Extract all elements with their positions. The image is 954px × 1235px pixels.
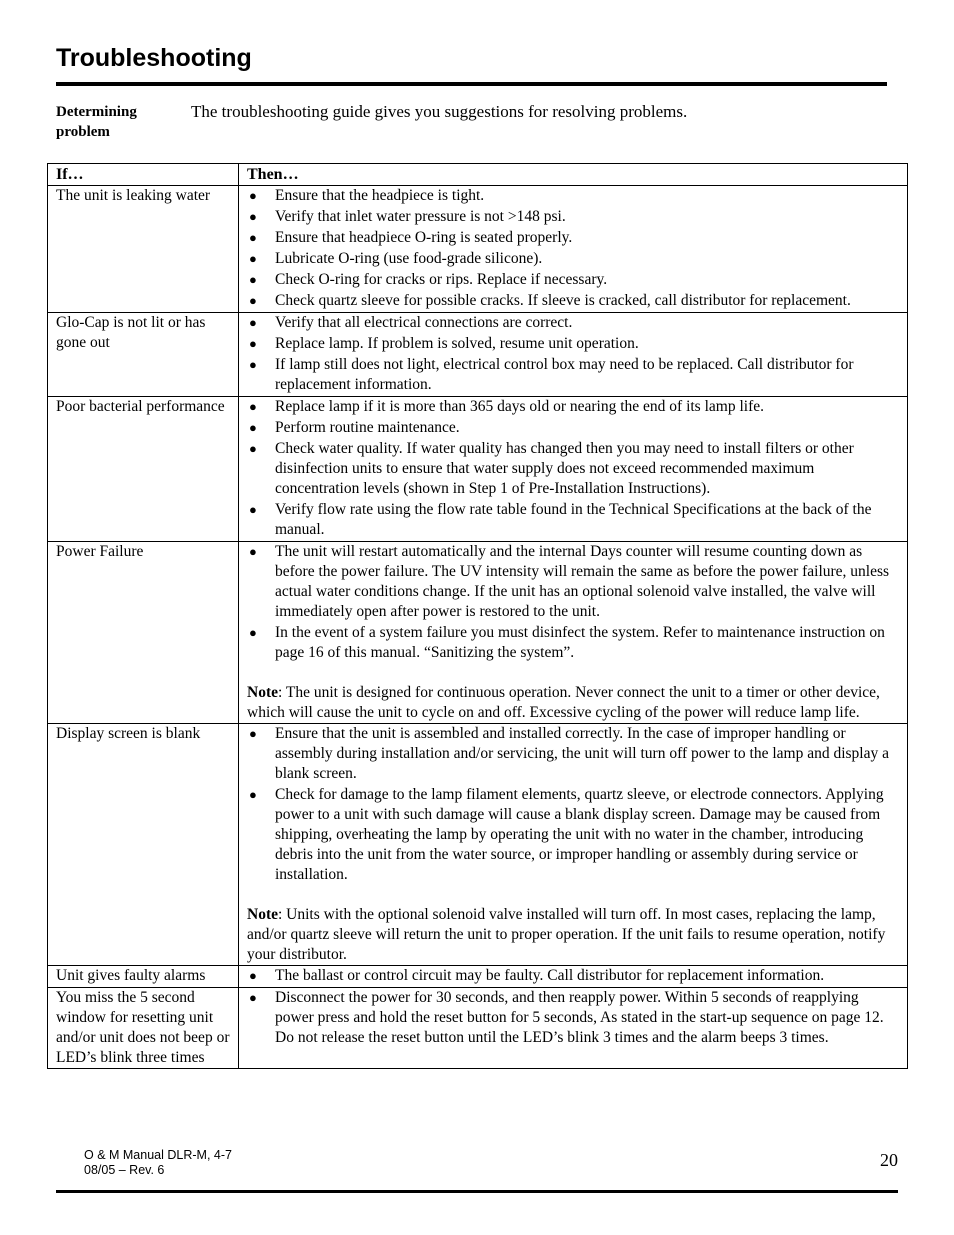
bullet-icon: ● [249,315,257,330]
list-item: ● Perform routine maintenance. [249,419,460,436]
table-row [48,313,908,397]
list-item: ● Check quartz sleeve for possible cracks. If sleeve is cracked, call distributor for replacement. [249,292,851,309]
table-row [48,724,908,966]
table-row [48,966,908,988]
list-item: ● Check for damage to the lamp filament elements, quartz sleeve, or electrode connectors. Applying power to a unit with such damage will cause a blank display screen. Damage may be caused from shipping, overheating the lamp by operating the unit with no water in the chamber, introducing debris into the unit from the water source, or improper handling or assembly during service or installation. [249,786,884,883]
bullet-icon: ● [249,726,257,741]
note-text [247,905,897,965]
list-item: ● If lamp still does not light, electrical control box may need to be replaced. Call distributor for replacement information. [249,356,854,393]
solution-list [247,724,897,885]
intro-text: The troubleshooting guide gives you suggestions for resolving problems. [191,102,688,121]
bullet-icon: ● [249,272,257,287]
bullet-icon: ● [249,188,257,203]
list-item: ● The ballast or control circuit may be faulty. Call distributor for replacement information. [249,967,825,984]
bullet-icon: ● [249,787,257,802]
problem-cell: Power Failure [48,542,239,724]
bullet-icon: ● [249,990,257,1005]
list-item: ● Ensure that headpiece O-ring is seated properly. [249,229,573,246]
bullet-icon: ● [249,336,257,351]
list-item: ● Ensure that the headpiece is tight. [249,187,485,204]
footer-revision: 08/05 – Rev. 6 [84,1163,165,1177]
solution-cell [239,988,908,1069]
table-row [48,542,908,724]
solution-list [247,397,897,540]
footer-divider [56,1190,898,1193]
list-item: ● Check O-ring for cracks or rips. Replace if necessary. [249,271,608,288]
solution-list [247,966,897,986]
list-item: ● Verify that inlet water pressure is not >148 psi. [249,208,566,225]
list-item: ● Verify flow rate using the flow rate table found in the Technical Specifications at the back of the manual. [249,501,872,538]
side-heading: Determining problem [56,104,137,140]
list-item: ● Lubricate O-ring (use food-grade silicone). [249,250,543,267]
solution-cell [239,542,908,724]
bullet-icon: ● [249,230,257,245]
bullet-icon: ● [249,420,257,435]
page-number: 20 [880,1150,898,1170]
solution-cell [239,397,908,542]
column-header-if: If… [48,164,239,186]
note-text [247,683,897,723]
bullet-icon: ● [249,357,257,372]
note-body: : Units with the optional solenoid valve installed will turn off. In most cases, replacing the lamp, and/or quartz sleeve will return the unit to proper operation. If the unit fails to resume operation, notify your distributor. [247,906,886,963]
solution-list [247,988,897,1048]
solution-cell [239,966,908,988]
note-body: : The unit is designed for continuous operation. Never connect the unit to a timer or other device, which will cause the unit to cycle on and off. Excessive cycling of the power will reduce lamp life. [247,684,880,721]
table-row [48,988,908,1069]
list-item: ● Ensure that the unit is assembled and installed correctly. In the case of improper handling or assembly during installation and/or servicing, the unit will turn off power to the lamp and display a blank screen. [249,725,889,782]
solution-list [247,186,897,311]
page-title: Troubleshooting [56,44,252,72]
list-item: ● Disconnect the power for 30 seconds, and then reapply power. Within 5 seconds of reapplying power press and hold the reset button for 5 seconds, As stated in the start-up sequence on page 12. Do not release the reset button until the LED’s blink 3 times and the alarm beeps 3 times. [249,989,884,1046]
list-item: ● Replace lamp. If problem is solved, resume unit operation. [249,335,639,352]
table-header-row [48,164,908,186]
list-item: ● Check water quality. If water quality has changed then you may need to install filters or other disinfection units to ensure that water supply does not exceed recommended maximum concentration levels (shown in Step 1 of Pre-Installation Instructions). [249,440,854,497]
troubleshooting-table [47,163,908,1069]
list-item: ● The unit will restart automatically and the internal Days counter will resume counting down as before the power failure. The UV intensity will remain the same as before the power failure, unless actual water conditions change. If the unit has an optional solenoid valve installed, the valve will immediately open after power is restored to the unit. [249,543,890,620]
footer-info [84,1148,232,1178]
problem-cell: You miss the 5 second window for resetting unit and/or unit does not beep or LED’s blink three times [48,988,239,1069]
solution-list [247,313,897,395]
list-item: ● In the event of a system failure you must disinfect the system. Refer to maintenance instruction on page 16 of this manual. “Sanitizing the system”. [249,624,885,661]
solution-list [247,542,897,663]
list-item: ● Verify that all electrical connections are correct. [249,314,573,331]
bullet-icon: ● [249,544,257,559]
bullet-icon: ● [249,399,257,414]
table-row [48,397,908,542]
bullet-icon: ● [249,209,257,224]
footer-manual-name: O & M Manual DLR-M, 4-7 [84,1148,232,1162]
list-item: ● Replace lamp if it is more than 365 days old or nearing the end of its lamp life. [249,398,764,415]
table-row [48,186,908,313]
problem-cell: Poor bacterial performance [48,397,239,542]
problem-cell: Glo-Cap is not lit or has gone out [48,313,239,397]
bullet-icon: ● [249,293,257,308]
bullet-icon: ● [249,251,257,266]
bullet-icon: ● [249,441,257,456]
bullet-icon: ● [249,968,257,983]
problem-cell: The unit is leaking water [48,186,239,313]
bullet-icon: ● [249,502,257,517]
solution-cell [239,313,908,397]
problem-cell: Display screen is blank [48,724,239,966]
bullet-icon: ● [249,625,257,640]
note-label: Note [247,906,278,923]
solution-cell [239,186,908,313]
note-label: Note [247,684,278,701]
column-header-then: Then… [239,164,908,186]
solution-cell [239,724,908,966]
problem-cell: Unit gives faulty alarms [48,966,239,988]
title-divider [56,82,887,86]
